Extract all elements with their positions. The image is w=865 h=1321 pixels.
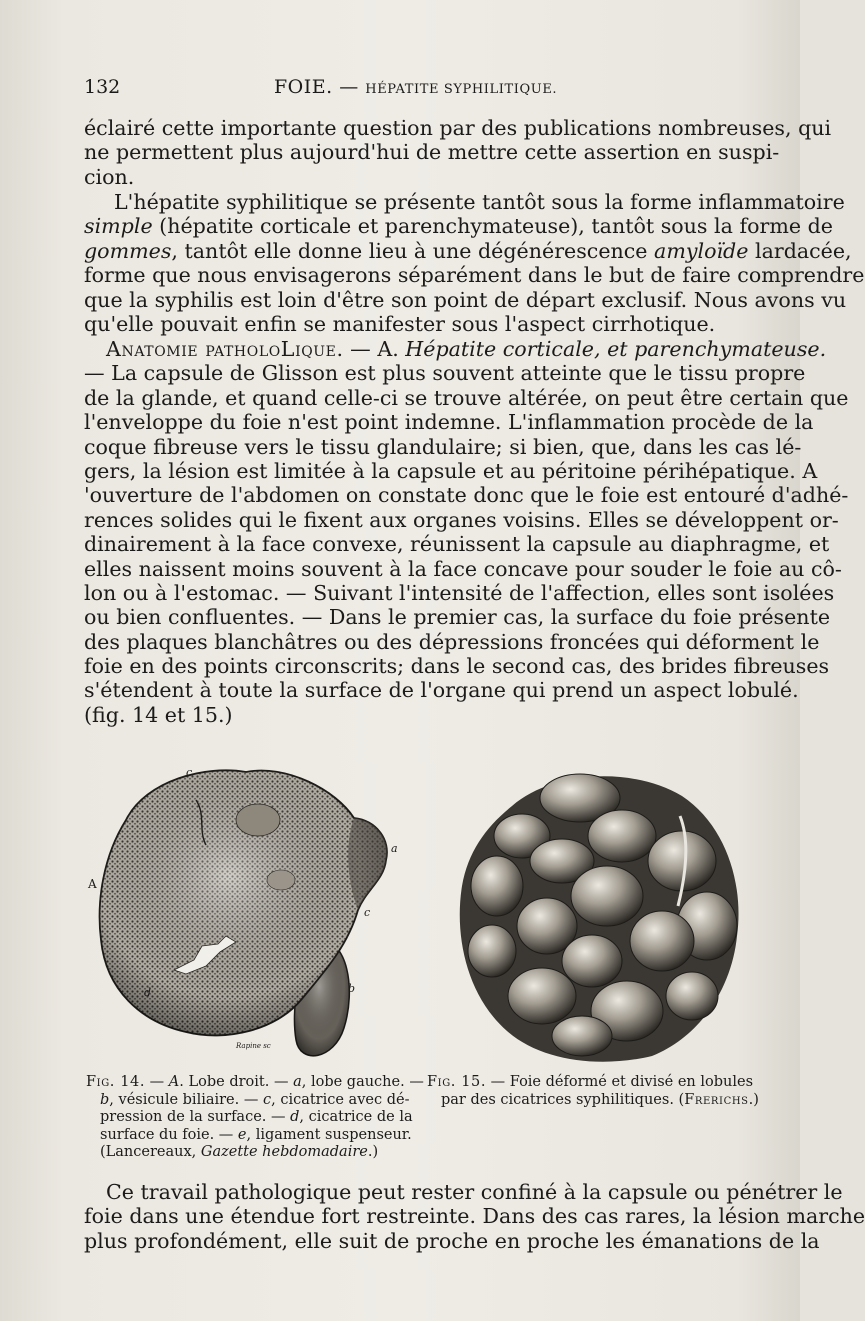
text-span: , tantôt elle donne lieu à une dégénérescence (171, 238, 655, 263)
text-span: par des cicatrices syphilitiques. ( (441, 1091, 685, 1108)
caption-line (86, 1144, 411, 1162)
text-span: — A. (343, 337, 406, 361)
text-span: — (145, 1074, 169, 1090)
label-a: a (391, 842, 398, 855)
text-line: foie en des points circonscrits; dans le second cas, des brides fibreuses (84, 654, 830, 679)
italic-term: simple (84, 214, 153, 239)
label-c-side: c (364, 906, 371, 919)
text-span: e (237, 1126, 247, 1143)
text-line: forme que nous envisagerons séparément dans le but de faire comprendre (84, 263, 865, 288)
label-A: A (88, 877, 97, 891)
text-span: , vésicule biliaire. — (109, 1091, 263, 1108)
text-line: que la syphilis est loin d'être son point de départ exclusif. Nous avons vu (84, 287, 847, 312)
text-line: plus profondément, elle suit de proche en proche les émanations de la (84, 1228, 820, 1253)
paragraph-1 (84, 116, 832, 189)
label-b: b (348, 982, 356, 995)
caption-line (86, 1074, 424, 1092)
text-line: cion. (84, 164, 135, 189)
text-span: — Foie déformé et divisé en lobules (486, 1074, 754, 1090)
italic-term: amyloïde (654, 238, 749, 263)
italic-term: gommes (84, 238, 172, 263)
text-line: l'enveloppe du foie n'est point indemne. L'inflammation procède de la (84, 410, 814, 435)
figure-14-caption (86, 1074, 424, 1162)
section-heading-line (84, 337, 827, 361)
text-line (84, 214, 833, 239)
fig-label: Fig. 14. (86, 1074, 146, 1090)
text-line: 'ouverture de l'abdomen on constate donc que le foie est entouré d'adhé- (84, 483, 849, 508)
text-span: d (290, 1109, 300, 1125)
caption-line (427, 1091, 759, 1110)
text-span: pression de la surface. — (100, 1109, 291, 1125)
text-span: c (262, 1091, 272, 1108)
text-line: elles naissent moins souvent à la face concave pour souder le foie au cô- (84, 556, 842, 581)
text-line: de la glande, et quand celle-ci se trouve altérée, on peut être certain que (84, 385, 849, 410)
caption-line (427, 1074, 752, 1092)
text-line: ou bien confluentes. — Dans le premier cas, la surface du foie présente (84, 605, 831, 630)
paragraph-2 (84, 190, 865, 336)
text-line: qu'elle pouvait enfin se manifester sous l'aspect cirrhotique. (84, 311, 716, 336)
running-header (84, 76, 750, 104)
text-line: lon ou à l'estomac. — Suivant l'intensité de l'affection, elles sont isolées (84, 580, 835, 605)
text-span: .) (748, 1091, 759, 1108)
caption-line (86, 1092, 411, 1110)
paragraph-3 (84, 337, 849, 727)
section-heading: Anatomie patholoLique. (106, 337, 344, 361)
running-title-main: FOIE. (274, 76, 333, 98)
text-span: A (168, 1074, 180, 1090)
figure-15-caption (427, 1074, 759, 1109)
page-number: 132 (84, 76, 121, 98)
figure-14-liver (86, 760, 406, 1065)
text-span: lardacée, (748, 238, 852, 263)
paragraph-4 (84, 1180, 865, 1253)
lobulated-liver-engraving (452, 766, 746, 1068)
text-span: , cicatrice de la (299, 1109, 413, 1125)
text-line: L'hépatite syphilitique se présente tantôt sous la forme inflammatoire (114, 190, 845, 214)
text-span: surface du foie. — (100, 1126, 238, 1143)
text-span: .) (367, 1144, 379, 1160)
text-line: dinairement à la face convexe, réunissent la capsule au diaphragme, et (84, 532, 830, 557)
text-line: éclairé cette importante question par des publications nombreuses, qui (84, 116, 832, 140)
engraver-signature: Rapine sc (236, 1042, 271, 1050)
text-line: — La capsule de Glisson est plus souvent atteinte que le tissu propre (84, 361, 806, 386)
text-line: foie dans une étendue fort restreinte. Dans des cas rares, la lésion marche (84, 1204, 865, 1229)
text-line: rences solides qui le fixent aux organes voisins. Elles se développent or- (84, 507, 839, 532)
liver-engraving-illustration (86, 760, 406, 1065)
fig-label: Fig. 15. (427, 1074, 487, 1090)
caption-line (86, 1127, 411, 1145)
figure-15-lobulated-liver (452, 766, 746, 1068)
text-line: gers, la lésion est limitée à la capsule et au péritoine périhépatique. A (84, 458, 818, 483)
text-line: ne permettent plus aujourd'hui de mettre cette assertion en suspi- (84, 140, 780, 165)
label-c-top: c (186, 766, 193, 779)
text-span: , lobe gauche. — (301, 1074, 424, 1090)
caption-line (86, 1109, 411, 1127)
text-span: a (293, 1074, 302, 1090)
text-span: , cicatrice avec dé- (271, 1091, 410, 1108)
text-span: b (100, 1091, 110, 1108)
running-title-sub: HÉPATITE SYPHILITIQUE. (365, 82, 558, 97)
text-span: . Lobe droit. — (179, 1074, 294, 1090)
running-title-sep: — (332, 76, 366, 98)
text-line: (fig. 14 et 15.) (84, 702, 233, 727)
running-title (274, 76, 557, 98)
text-line: Ce travail pathologique peut rester confiné à la capsule ou pénétrer le (106, 1180, 843, 1204)
text-line: coque fibreuse vers le tissu glandulaire; si bien, que, dans les cas lé- (84, 434, 802, 459)
text-span: , ligament suspenseur. (246, 1126, 412, 1143)
text-line: s'étendent à toute la surface de l'organe qui prend un aspect lobulé. (84, 678, 799, 703)
text-span: Gazette hebdomadaire (200, 1144, 368, 1160)
text-line (84, 238, 852, 263)
label-d: d (144, 986, 152, 999)
subsection-title: Hépatite corticale, et parenchymateuse. (405, 337, 827, 361)
text-span: Frerichs (684, 1091, 749, 1108)
text-span: (hépatite corticale et parenchymateuse), tantôt sous la forme de (152, 214, 833, 239)
text-line: des plaques blanchâtres ou des dépressions froncées qui déforment le (84, 629, 820, 654)
text-span: (Lancereaux, (100, 1144, 201, 1160)
